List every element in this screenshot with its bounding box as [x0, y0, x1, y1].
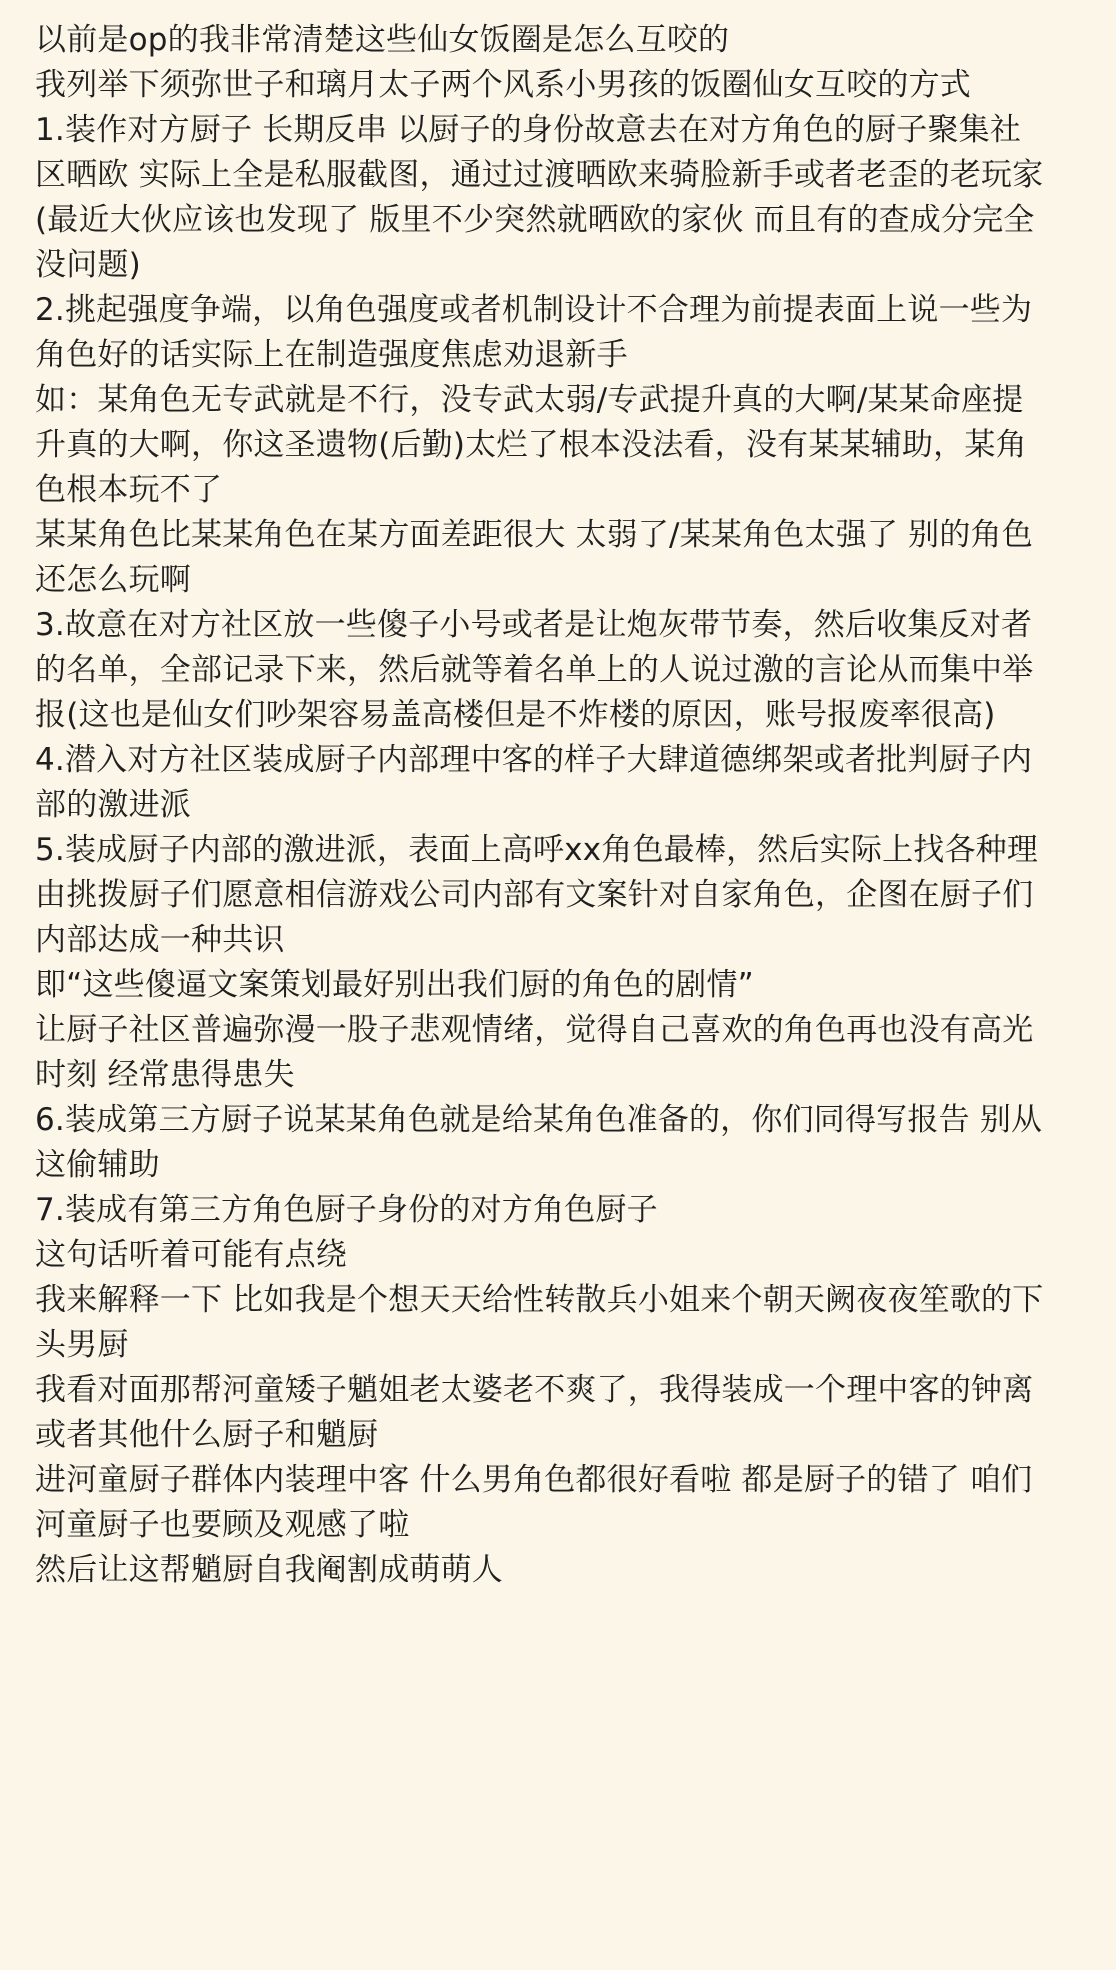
text-line: 头男厨 — [35, 1327, 129, 1363]
text-line: 即“这些傻逼文案策划最好别出我们厨的角色的剧情” — [35, 967, 754, 1003]
text-line: 没问题) — [35, 247, 141, 283]
text-line: 3.故意在对方社区放一些傻子小号或者是让炮灰带节奏，然后收集反对者 — [35, 607, 1033, 643]
text-line: 我列举下须弥世子和璃月太子两个风系小男孩的饭圈仙女互咬的方式 — [35, 67, 971, 103]
text-line: 时刻 经常患得患失 — [35, 1057, 295, 1093]
text-line: 由挑拨厨子们愿意相信游戏公司内部有文案针对自家角色，企图在厨子们 — [35, 877, 1034, 913]
text-line: 6.装成第三方厨子说某某角色就是给某角色准备的，你们同得写报告 别从 — [35, 1102, 1043, 1138]
text-line: 1.装作对方厨子 长期反串 以厨子的身份故意去在对方角色的厨子聚集社 — [35, 112, 1022, 148]
text-line: 如：某角色无专武就是不行，没专武太弱/专武提升真的大啊/某某命座提 — [35, 382, 1024, 418]
text-line: 然后让这帮魈厨自我阉割成萌萌人 — [35, 1552, 503, 1588]
text-line: 2.挑起强度争端，以角色强度或者机制设计不合理为前提表面上说一些为 — [35, 292, 1033, 328]
text-line: 部的激进派 — [35, 787, 191, 823]
text-line: 这句话听着可能有点绕 — [35, 1237, 347, 1273]
text-line: 4.潜入对方社区装成厨子内部理中客的样子大肆道德绑架或者批判厨子内 — [35, 742, 1033, 778]
text-line: 以前是op的我非常清楚这些仙女饭圈是怎么互咬的 — [35, 22, 730, 58]
text-line: 区晒欧 实际上全是私服截图，通过过渡晒欧来骑脸新手或者老歪的老玩家 — [35, 157, 1044, 193]
text-line: 升真的大啊，你这圣遗物(后勤)太烂了根本没法看，没有某某辅助，某角 — [35, 427, 1027, 463]
text-line: 或者其他什么厨子和魈厨 — [35, 1417, 379, 1453]
text-line: 的名单，全部记录下来，然后就等着名单上的人说过激的言论从而集中举 — [35, 652, 1034, 688]
text-line: 我看对面那帮河童矮子魈姐老太婆老不爽了，我得装成一个理中客的钟离 — [35, 1372, 1034, 1408]
text-line: 这偷辅助 — [35, 1147, 160, 1183]
text-line: 我来解释一下 比如我是个想天天给性转散兵小姐来个朝天阙夜夜笙歌的下 — [35, 1282, 1044, 1318]
text-line: 内部达成一种共识 — [35, 922, 285, 958]
text-line: 7.装成有第三方角色厨子身份的对方角色厨子 — [35, 1192, 658, 1228]
text-line: 角色好的话实际上在制造强度焦虑劝退新手 — [35, 337, 628, 373]
text-line: 让厨子社区普遍弥漫一股子悲观情绪，觉得自己喜欢的角色再也没有高光 — [35, 1012, 1034, 1048]
text-line: 某某角色比某某角色在某方面差距很大 太弱了/某某角色太强了 别的角色 — [35, 517, 1033, 553]
text-line: 报(这也是仙女们吵架容易盖高楼但是不炸楼的原因，账号报废率很高) — [35, 697, 996, 733]
text-line: 还怎么玩啊 — [35, 562, 191, 598]
text-line: (最近大伙应该也发现了 版里不少突然就晒欧的家伙 而且有的查成分完全 — [35, 202, 1035, 238]
text-line: 进河童厨子群体内装理中客 什么男角色都很好看啦 都是厨子的错了 咱们 — [35, 1462, 1033, 1498]
text-line: 5.装成厨子内部的激进派，表面上高呼xx角色最棒，然后实际上找各种理 — [35, 832, 1039, 868]
text-line: 河童厨子也要顾及观感了啦 — [35, 1507, 410, 1543]
text-line: 色根本玩不了 — [35, 472, 223, 508]
